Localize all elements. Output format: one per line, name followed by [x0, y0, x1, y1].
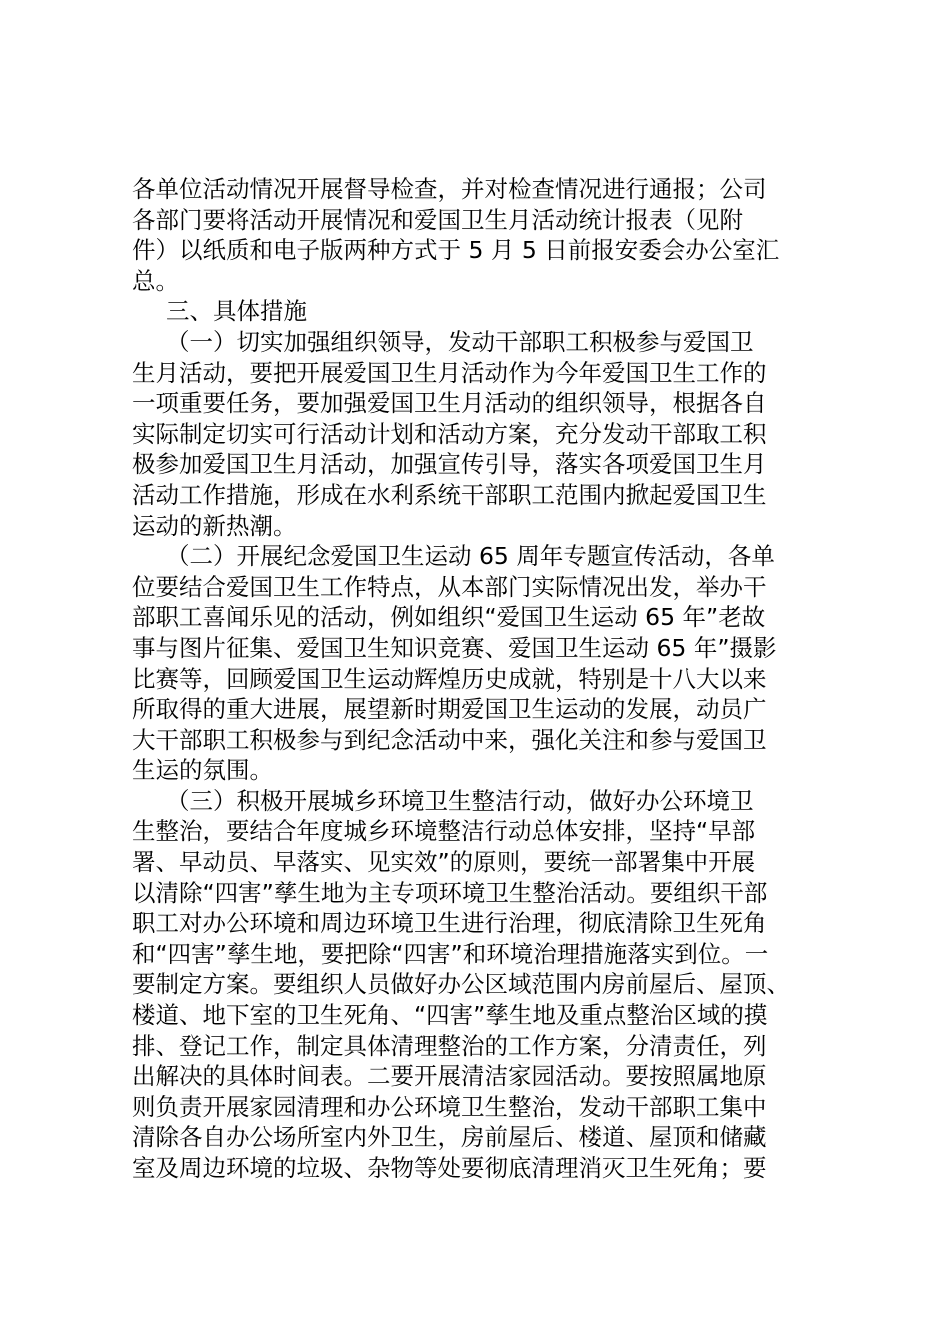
text-line: （二）开展纪念爱国卫生运动 65 周年专题宣传活动，各单	[166, 542, 775, 571]
text-line: 室及周边环境的垃圾、杂物等处要彻底清理消灭卫生死角；要	[132, 1154, 767, 1182]
text-line: 大干部职工积极参与到纪念活动中来，强化关注和参与爱国卫	[132, 725, 767, 754]
text-line: 则负责开展家园清理和办公环境卫生整治，发动干部职工集中	[132, 1092, 767, 1121]
text-line: （三）积极开展城乡环境卫生整洁行动，做好办公环境卫	[166, 786, 754, 815]
text-line: （一）切实加强组织领导，发动干部职工积极参与爱国卫	[166, 327, 754, 356]
text-line: 一项重要任务，要加强爱国卫生月活动的组织领导，根据各自	[132, 389, 767, 418]
text-line: 职工对办公环境和周边环境卫生进行治理，彻底清除卫生死角	[132, 909, 767, 938]
text-line: 生整治，要结合年度城乡环境整洁行动总体安排，坚持“早部	[132, 817, 756, 846]
text-line: 部职工喜闻乐见的活动，例如组织“爱国卫生运动 65 年”老故	[132, 603, 766, 632]
text-line: 极参加爱国卫生月活动，加强宣传引导，落实各项爱国卫生月	[132, 450, 767, 479]
text-line: 位要结合爱国卫生工作特点，从本部门实际情况出发，举办干	[132, 572, 767, 601]
text-line: 署、早动员、早落实、见实效”的原则，要统一部署集中开展	[132, 848, 756, 877]
text-line: 运动的新热潮。	[132, 511, 297, 540]
text-line: 各单位活动情况开展督导检查，并对检查情况进行通报；公司	[132, 175, 767, 203]
text-line: 实际制定切实可行活动计划和活动方案，充分发动干部取工积	[132, 419, 767, 448]
text-line: 三、具体措施	[166, 297, 307, 326]
text-line: 出解决的具体时间表。二要开展清洁家园活动。要按照属地原	[132, 1062, 767, 1091]
text-line: 要制定方案。要组织人员做好办公区域范围内房前屋后、屋顶、	[132, 970, 790, 999]
text-line: 清除各自办公场所室内外卫生，房前屋后、楼道、屋顶和储藏	[132, 1123, 767, 1152]
text-line: 和“四害”孳生地，要把除“四害”和环境治理措施落实到位。一	[132, 939, 769, 968]
text-line: 各部门要将活动开展情况和爱国卫生月活动统计报表（见附	[132, 205, 743, 234]
text-line: 事与图片征集、爱国卫生知识竞赛、爱国卫生运动 65 年”摄影	[132, 633, 777, 662]
text-line: 排、登记工作，制定具体清理整治的工作方案，分清责任，列	[132, 1031, 767, 1060]
document-body	[132, 174, 828, 1184]
text-line: 生月活动，要把开展爱国卫生月活动作为今年爱国卫生工作的	[132, 358, 767, 387]
text-line: 生运的氛围。	[132, 756, 273, 785]
text-line: 件）以纸质和电子版两种方式于 5 月 5 日前报安委会办公室汇	[132, 236, 780, 265]
text-line: 总。	[132, 266, 179, 295]
text-line: 所取得的重大进展，展望新时期爱国卫生运动的发展，动员广	[132, 695, 767, 724]
text-line: 楼道、地下室的卫生死角、“四害”孳生地及重点整治区域的摸	[132, 1001, 768, 1030]
text-line: 比赛等，回顾爱国卫生运动辉煌历史成就，特别是十八大以来	[132, 664, 767, 693]
text-line: 以清除“四害”孳生地为主专项环境卫生整治活动。要组织干部	[132, 878, 768, 907]
text-line: 活动工作措施，形成在水利系统干部职工范围内掀起爱国卫生	[132, 480, 767, 509]
